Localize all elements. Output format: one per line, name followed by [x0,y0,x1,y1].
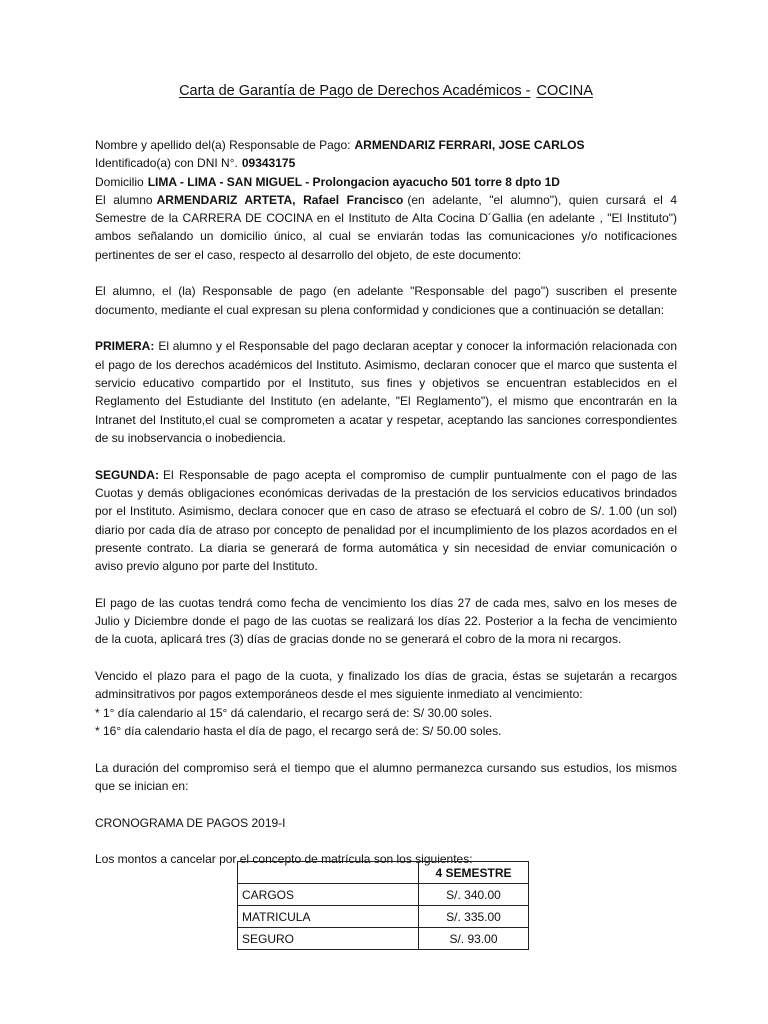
alumno-rest: (en adelante, "el alumno"), quien cursará el 4 Semestre de la CARRERA DE COCINA en el Instituto de Alta Cocina D´Gallia (en adelante , "El Instituto") ambos señalando un domicilio único, al cual se enviarán todas las comunicaciones y/o notificaciones pertinentes de ser el caso, respecto al desarrollo del objeto, de este documento: [95,192,678,262]
table-row [238,884,529,906]
fee-concept: CARGOS [238,884,419,906]
document-page [95,0,677,1024]
alumno-paragraph [95,191,677,264]
dni-prefix: Identificado(a) con DNI N°. [95,156,238,171]
responsable-prefix: Nombre y apellido del(a) Responsable de Pago: [95,138,351,152]
table-row [238,906,529,928]
responsable-name: ARMENDARIZ FERRARI, JOSE CARLOS [354,138,585,152]
dni-line [95,154,677,172]
table-row [238,928,529,950]
fees-header-blank [238,862,419,884]
alumno-prefix: El alumno [95,192,153,207]
segunda-paragraph [95,466,677,576]
document-title [95,83,677,99]
recargo-item-1: * 1° día calendario al 15° dá calendario, el recargo será de: S/ 30.00 soles. [95,705,493,720]
duracion-paragraph: La duración del compromiso será el tiempo que el alumno permanezca cursando sus estudios, los mismos que se inician en: [95,760,677,793]
vencimiento-paragraph: El pago de las cuotas tendrá como fecha de vencimiento los días 27 de cada mes, salvo en los meses de Julio y Diciembre donde el pago de las cuotas se realizará los días 22. Posterior a la fecha de vencimiento de la cuota, aplicará tres (3) días de gracias donde no se generará el cobro de la mora ni recargos. [95,595,677,647]
fees-column-header: 4 SEMESTRE [419,862,529,884]
alumno-name: ARMENDARIZ ARTETA, Rafael Francisco [156,192,404,207]
recargos-paragraph: Vencido el plazo para el pago de la cuota, y finalizado los días de gracia, éstas se sujetarán a recargos adminsitrativos por pagos extemporáneos desde el mes siguiente inmediato al vencimiento: [95,669,677,702]
segunda-label: SEGUNDA: [95,467,160,482]
header-block [95,136,677,191]
fee-amount: S/. 335.00 [419,906,529,928]
segunda-text: El Responsable de pago acepta el compromiso de cumplir puntualmente con el pago de las Cuotas y demás obligaciones económicas derivadas de la prestación de los servicios educativos brindados por el Instituto. Asimismo, declara conocer que en caso de atraso se efectuará el cobro de S/. 1.00 (un sol) diario por cada día de atraso por concepto de penalidad por el incumplimiento de los plazos acordados en el presente contrato. La diaria se generará de forma automática y sin necesidad de enviar comunicación o aviso previo alguno por parte del Instituto. [95,467,677,574]
recargo-item-2: * 16° día calendario hasta el día de pago, el recargo será de: S/ 50.00 soles. [95,723,502,738]
primera-paragraph [95,337,677,447]
fee-amount: S/. 340.00 [419,884,529,906]
domicilio-prefix: Domicilio [95,174,144,189]
montos-intro: Los montos a cancelar por el concepto de matrícula son los siguientes: [95,852,473,867]
responsable-line [95,136,677,154]
document-body [95,136,677,887]
title-suffix: COCINA [536,83,593,99]
title-text: Carta de Garantía de Pago de Derechos Académicos - [179,83,531,99]
cronograma-heading: CRONOGRAMA DE PAGOS 2019-I [95,815,286,830]
dni-value: 09343175 [241,156,296,171]
fee-amount: S/. 93.00 [419,928,529,950]
fee-concept: MATRICULA [238,906,419,928]
domicilio-value: LIMA - LIMA - SAN MIGUEL - Prolongacion ayacucho 501 torre 8 dpto 1D [147,174,560,189]
fee-concept: SEGURO [238,928,419,950]
primera-label: PRIMERA: [95,339,155,354]
fees-table [237,861,529,950]
fees-header-row [238,862,529,884]
domicilio-line [95,173,677,191]
primera-text: El alumno y el Responsable del pago declaran aceptar y conocer la información relacionada con el pago de los derechos académicos del Instituto. Asimismo, declaran conocer que el marco que sustenta el servicio educativo compartido por el Instituto, sus fines y objetivos se encuentran establecidos en el Reglamento del Estudiante del Instituto (en adelante, "El Reglamento"), el mismo que encontrarán en la Intranet del Instituto,el cual se comprometen a acatar y respetar, aceptando las sanciones correspondientes de su inobservancia o inobediencia. [95,339,677,445]
recargos-block [95,667,677,740]
intro-paragraph: El alumno, el (la) Responsable de pago (en adelante "Responsable del pago") suscriben el presente documento, mediante el cual expresan su plena conformidad y condiciones que a continuación se detallan: [95,284,677,317]
